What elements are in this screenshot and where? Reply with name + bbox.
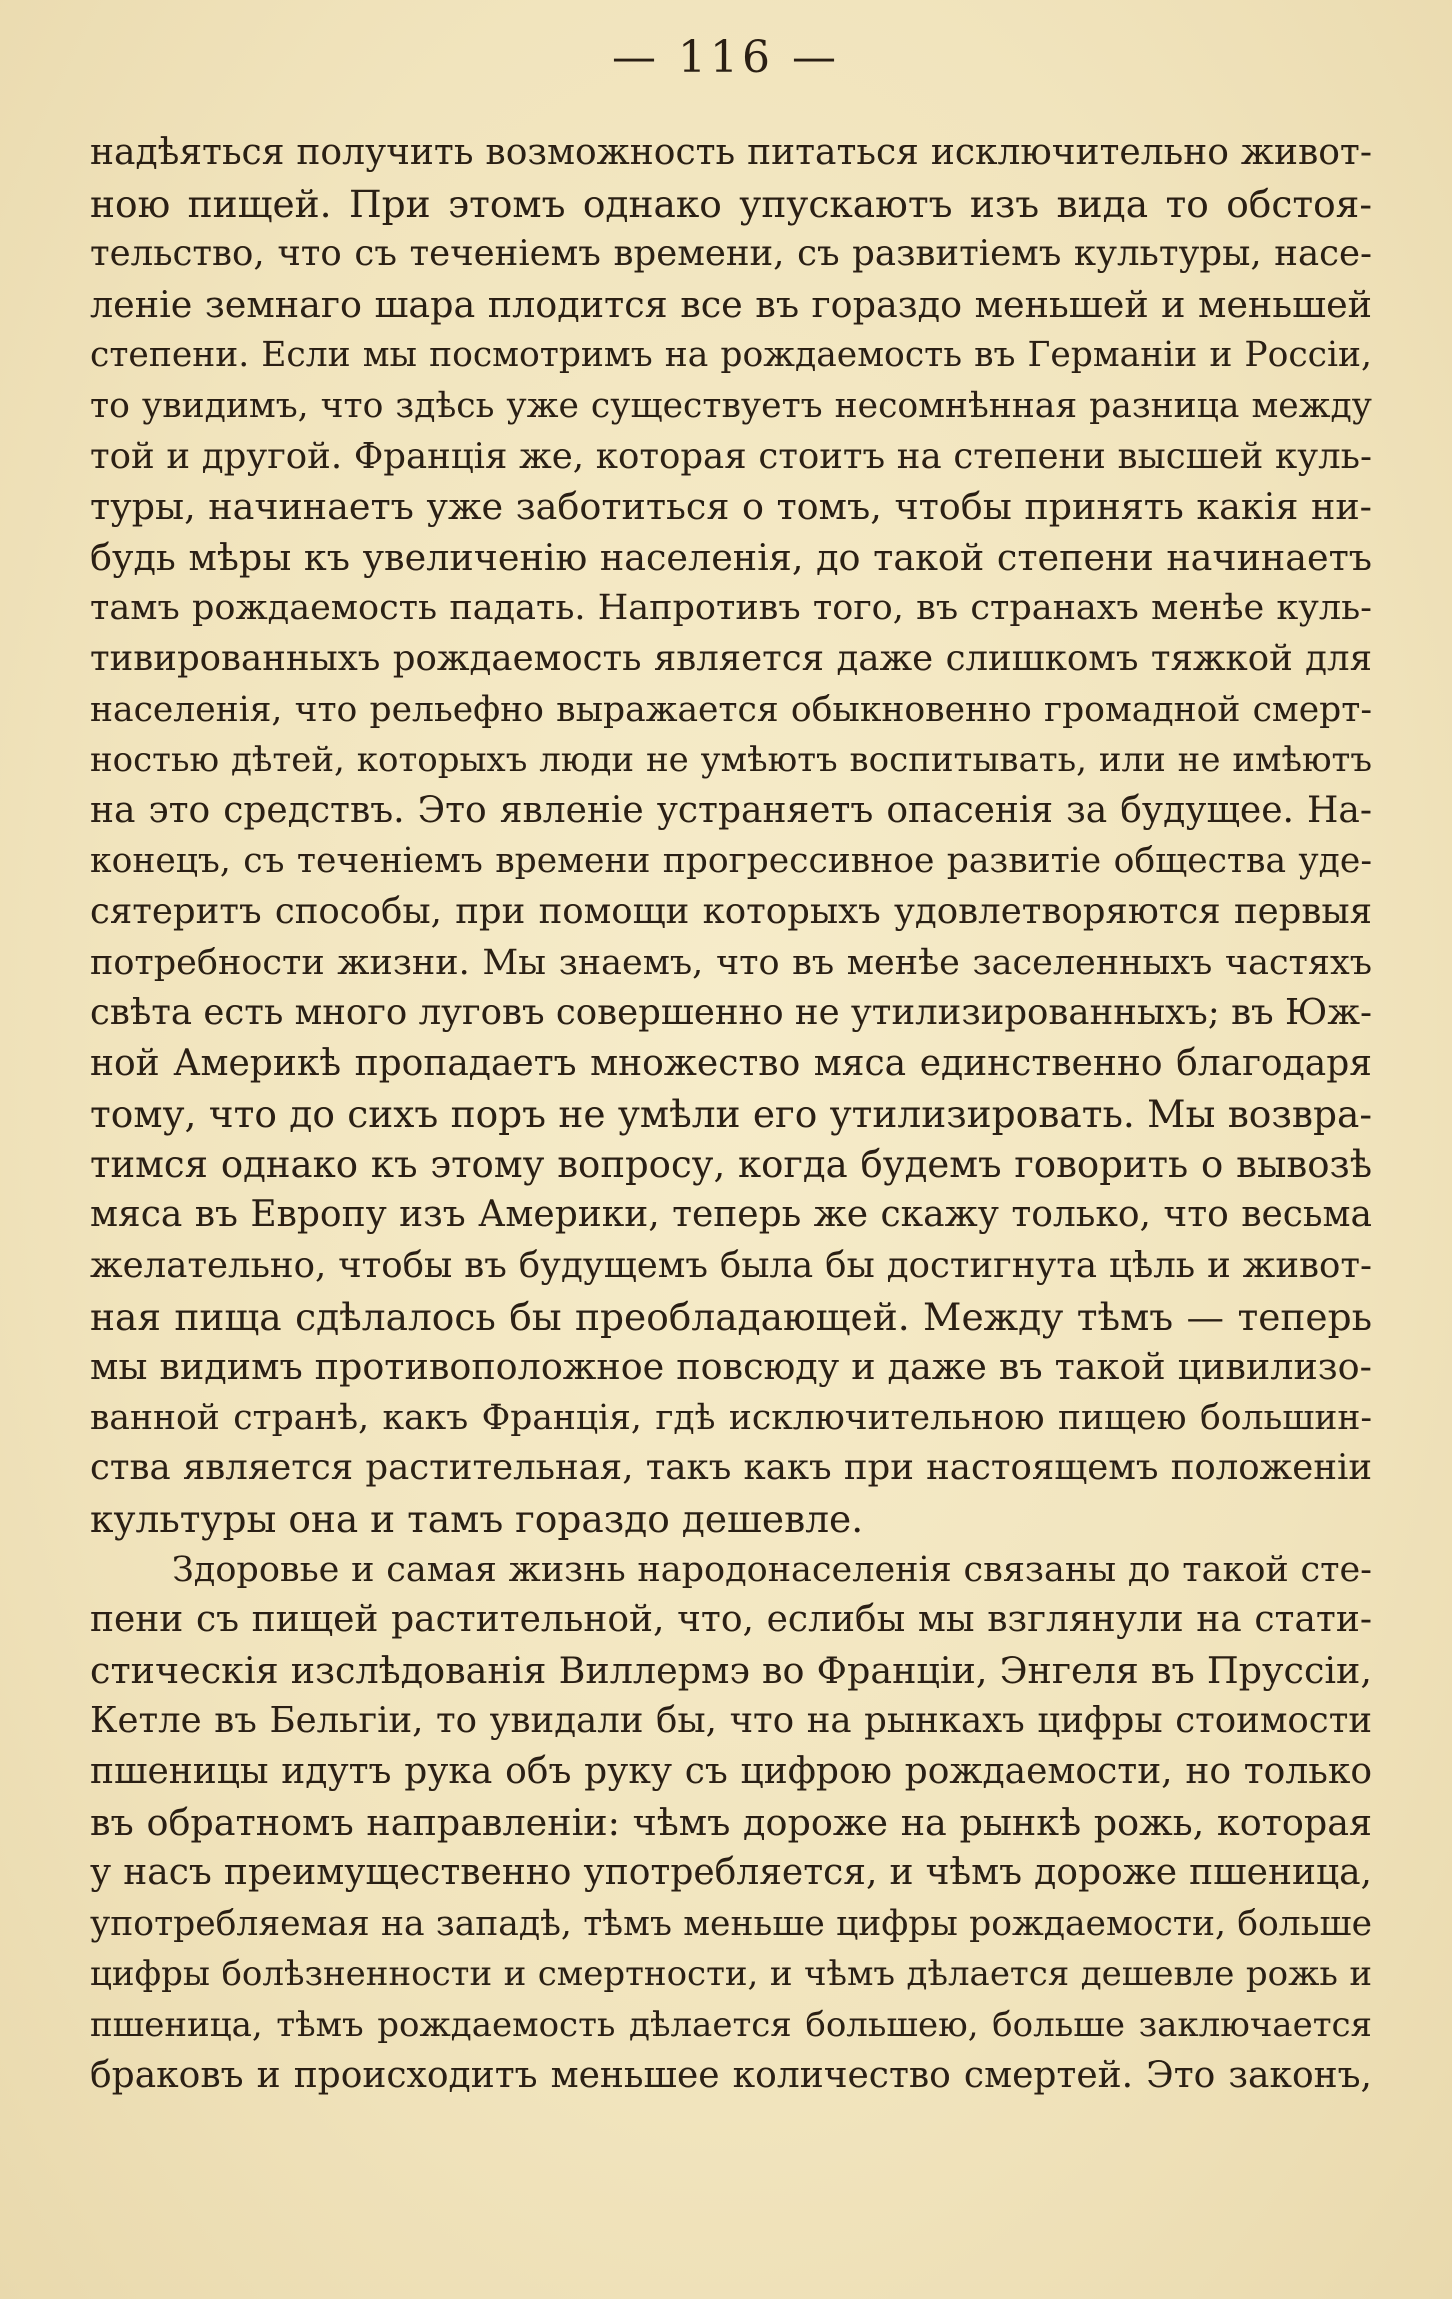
text-line: надѣяться получить возможность питаться исключительно живот- — [90, 132, 1372, 173]
text-line: конецъ, съ теченіемъ времени прогрессивное развитіе общества уде- — [90, 841, 1372, 882]
text-line: свѣта есть много луговъ совершенно не утилизированныхъ; въ Юж- — [90, 992, 1372, 1034]
text-line: будь мѣры къ увеличенію населенія, до такой степени начинаетъ — [90, 535, 1372, 579]
text-line: стическія изслѣдованія Виллермэ во Франціи, Энгеля въ Пруссіи, — [90, 1648, 1372, 1692]
text-line: то увидимъ, что здѣсь уже существуетъ несомнѣнная разница между — [90, 385, 1372, 426]
text-line: ная пища сдѣлалось бы преобладающей. Между тѣмъ — теперь — [90, 1294, 1372, 1339]
text-line: браковъ и происходитъ меньшее количество смертей. Это законъ, — [90, 2054, 1372, 2096]
text-line: мы видимъ противоположное повсюду и даже въ такой цивилизо- — [90, 1345, 1372, 1389]
text-line: употребляемая на западѣ, тѣмъ меньше цифры рождаемости, больше — [90, 1903, 1372, 1944]
text-line: въ обратномъ направленіи: чѣмъ дороже на рынкѣ рожь, которая — [90, 1800, 1372, 1844]
text-line: пшеница, тѣмъ рождаемость дѣлается большею, больше заключается — [90, 2004, 1372, 2045]
text-line: пени съ пищей растительной, что, еслибы мы взглянули на стати- — [90, 1599, 1372, 1641]
text-line: той и другой. Франція же, которая стоитъ на степени высшей куль- — [90, 435, 1372, 477]
text-line: пшеницы идутъ рука объ руку съ цифрою рождаемости, но только — [90, 1751, 1372, 1792]
text-line: ванной странѣ, какъ Франція, гдѣ исключительною пищею большин- — [90, 1397, 1372, 1438]
text-line: Кетле въ Бельгіи, то увидали бы, что на рынкахъ цифры стоимости — [90, 1700, 1372, 1742]
text-line: ною пищей. При этомъ однако упускаютъ изъ вида то обстоя- — [90, 181, 1372, 226]
text-line: ной Америкѣ пропадаетъ множество мяса единственно благодаря — [90, 1042, 1372, 1084]
text-line: цифры болѣзненности и смертности, и чѣмъ дѣлается дешевле рожь и — [90, 1954, 1372, 1995]
text-line: мяса въ Европу изъ Америки, теперь же скажу только, что весьма — [90, 1194, 1372, 1236]
text-line: тамъ рождаемость падать. Напротивъ того, въ странахъ менѣе куль- — [90, 588, 1372, 629]
text-line: сятеритъ способы, при помощи которыхъ удовлетворяются первыя — [90, 890, 1372, 932]
text-line: тому, что до сихъ поръ не умѣли его утилизировать. Мы возвра- — [90, 1092, 1372, 1137]
page-number: — 116 — — [612, 32, 840, 83]
body-text — [90, 128, 1372, 2101]
text-line: на это средствъ. Это явленіе устраняетъ опасенія за будущее. На- — [90, 789, 1372, 831]
text-line: населенія, что рельефно выражается обыкновенно громадной смерт- — [90, 689, 1372, 730]
text-line: тельство, что съ теченіемъ времени, съ развитіемъ культуры, насе- — [90, 233, 1372, 275]
text-line: у насъ преимущественно употребляется, и чѣмъ дороже пшеница, — [90, 1852, 1372, 1894]
paragraph-first-line: Здоровье и самая жизнь народонаселенія связаны до такой сте- — [172, 1549, 1372, 1590]
text-line: тивированныхъ рождаемость является даже слишкомъ тяжкой для — [90, 637, 1372, 679]
text-line: желательно, чтобы въ будущемъ была бы достигнута цѣль и живот- — [90, 1245, 1372, 1287]
text-line: ностью дѣтей, которыхъ люди не умѣютъ воспитывать, или не имѣютъ — [90, 740, 1372, 781]
text-line: потребности жизни. Мы знаемъ, что въ менѣе заселенныхъ частяхъ — [90, 942, 1372, 983]
text-line: туры, начинаетъ уже заботиться о томъ, чтобы принять какія ни- — [90, 485, 1372, 529]
text-line: степени. Если мы посмотримъ на рождаемость въ Германіи и Россіи, — [90, 335, 1372, 376]
paragraph-last-line: культуры она и тамъ гораздо дешевле. — [90, 1497, 864, 1542]
text-line: ства является растительная, такъ какъ при настоящемъ положеніи — [90, 1447, 1372, 1489]
text-line: леніе земнаго шара плодится все въ гораздо меньшей и меньшей — [90, 282, 1372, 326]
text-line: тимся однако къ этому вопросу, когда будемъ говорить о вывозѣ — [90, 1142, 1372, 1186]
